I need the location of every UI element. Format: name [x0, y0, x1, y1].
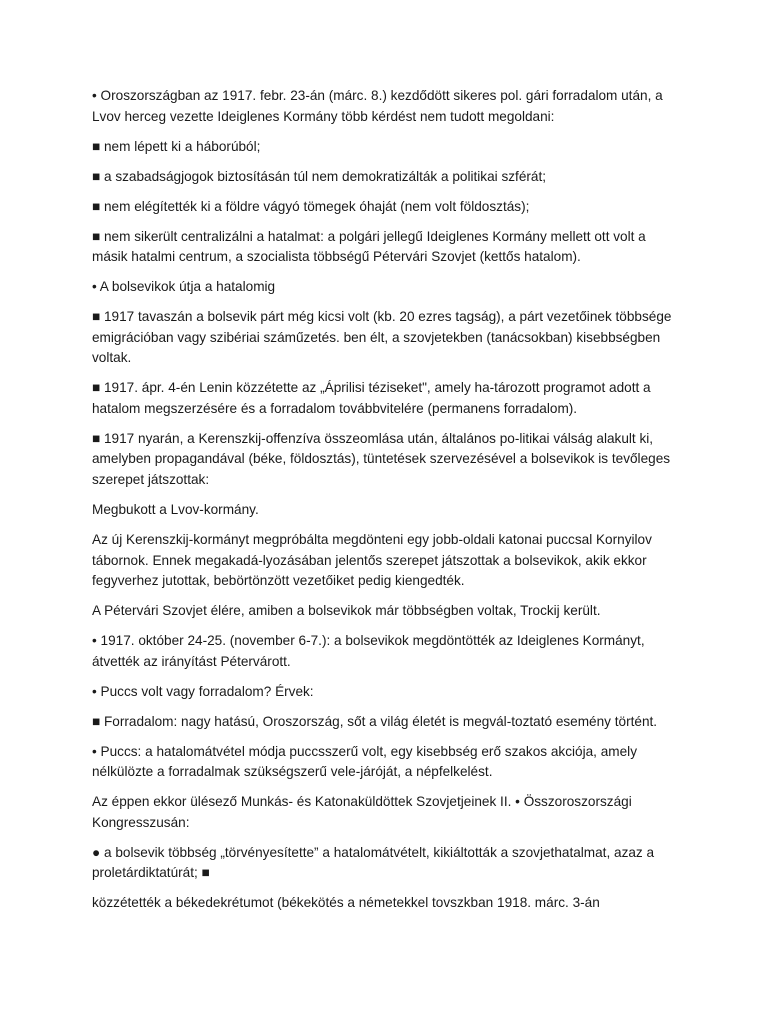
paragraph-congress: Az éppen ekkor ülésező Munkás- és Katonaküldöttek Szovjetjeinek II. • Összoroszországi Kongresszusán:: [92, 794, 632, 830]
paragraph-spring-1917: ■ 1917 tavaszán a bolsevik párt még kicsi volt (kb. 20 ezres tagság), a párt vezetőinek többsége emigrációban vagy szibériai száműzetés. ben élt, a szovjetekben (tanácsokban) kisebbségben voltak.: [92, 309, 672, 366]
paragraph-summer-1917: ■ 1917 nyarán, a Kerenszkij-offenzíva összeomlása után, általános po-litikai válság alakult ki, amelyben propagandával (béke, földosztás), tüntetések szervezésével a bolsevikok is tevőleges szerepet játszottak:: [92, 430, 671, 488]
paragraph-peace-decree: közzétették a békedekrétumot (békekötés a németekkel tovszkban 1918. márc. 3-án: [92, 895, 600, 911]
paragraph-kornilov: Az új Kerenszkij-kormányt megpróbálta megdönteni egy jobb-oldali katonai puccsal Kornyilov tábornok. Ennek megakadá-lyozásában jelentős szerepet játszottak a bolsevikok, akik ekkor fegyverhez jutottak, bebörtönzött vezetőiket pedig kiengedték.: [92, 532, 652, 589]
paragraph-dual-power: ■ nem sikerült centralizálni a hatalmat: a polgári jellegű Ideiglenes Kormány mellett ott volt a másik hatalmi centrum, a szocialista többségű Pétervári Szovjet (kettős hatalom).: [92, 228, 646, 265]
paragraph-april-theses: ■ 1917. ápr. 4-én Lenin közzétette az „Áprilisi téziseket", amely ha-tározott programot adott a hatalom megszerzésére és a forradalom továbbvitelére (permanens forradalom).: [92, 380, 651, 416]
paragraph-revolution-arg: ■ Forradalom: nagy hatású, Oroszország, sőt a világ életét is megvál-toztató esemény történt.: [92, 713, 658, 729]
paragraph-war: ■ nem lépett ki a háborúból;: [92, 138, 261, 154]
document-body: [92, 86, 682, 923]
paragraph-lvov-fall: Megbukott a Lvov-kormány.: [92, 502, 259, 518]
paragraph-coup-arg: • Puccs: a hatalomátvétel módja puccsszerű volt, egy kisebbség erő szakos akciója, amely nélkülözte a forradalmak szükségszerű vele-járóját, a népfelkelést.: [92, 743, 637, 780]
paragraph-coup-question: • Puccs volt vagy forradalom? Érvek:: [92, 683, 314, 699]
paragraph-legitimize: ● a bolsevik többség „törvényesítette” a hatalomátvételt, kikiáltották a szovjethatalmat, azaz a proletárdiktatúrát; ■: [92, 844, 655, 881]
paragraph-intro: • Oroszországban az 1917. febr. 23-án (márc. 8.) kezdődött sikeres pol. gári forradalom után, a Lvov herceg vezette Ideiglenes Kormány több kérdést nem tudott megoldani:: [92, 88, 663, 124]
paragraph-democracy: ■ a szabadságjogok biztosításán túl nem demokratizálták a politikai szférát;: [92, 168, 547, 184]
paragraph-land: ■ nem elégítették ki a földre vágyó tömegek óhaját (nem volt földosztás);: [92, 198, 530, 214]
paragraph-bolshevik-path: • A bolsevikok útja a hatalomig: [92, 279, 276, 295]
paragraph-october: • 1917. október 24-25. (november 6-7.): a bolsevikok megdöntötték az Ideiglenes Kormányt, átvették az irányítást Pétervárott.: [92, 633, 645, 669]
paragraph-trotsky: A Pétervári Szovjet élére, amiben a bolsevikok már többségben voltak, Trockij került.: [92, 603, 601, 619]
